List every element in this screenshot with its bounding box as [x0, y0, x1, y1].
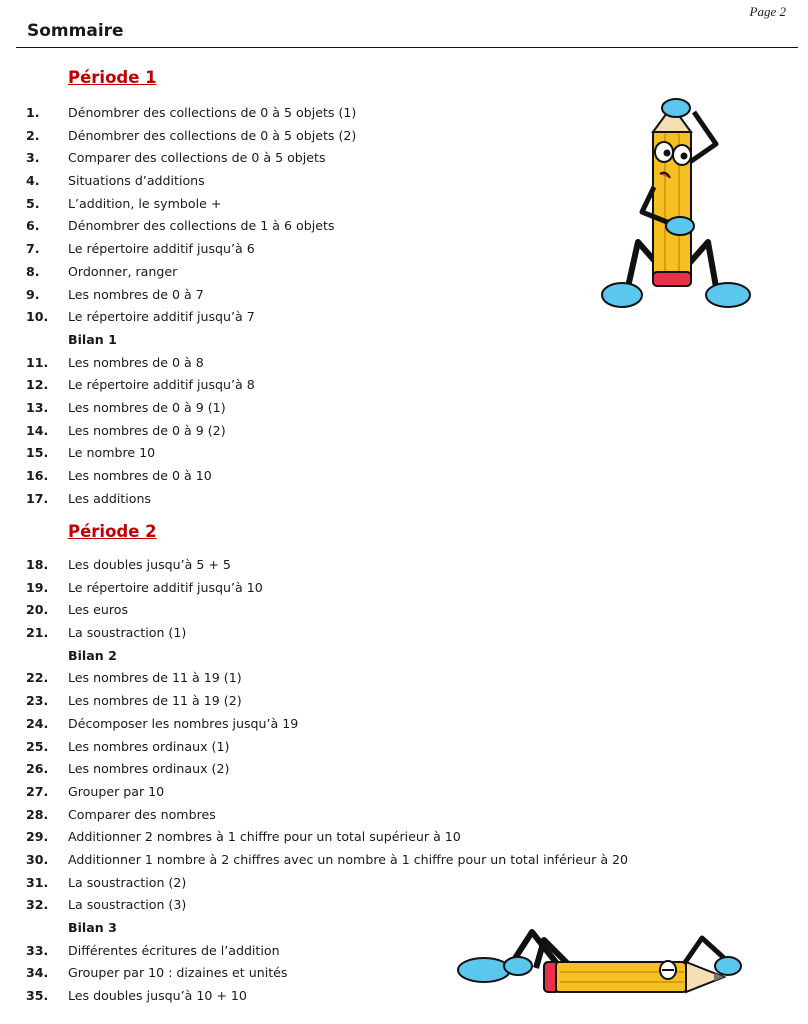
toc-entry-number: 9.	[26, 286, 40, 302]
toc-entry-number: 14.	[26, 422, 49, 438]
toc-entry-number: 8.	[26, 263, 40, 279]
toc-entry-number: 4.	[26, 173, 40, 189]
toc-entry-number: 17.	[26, 490, 49, 506]
toc-entry-number: 21.	[26, 625, 49, 641]
toc-entry-title: Les euros	[68, 602, 129, 618]
toc-entry-title: Dénombrer des collections de 0 à 5 objets (2)	[68, 127, 357, 143]
title-divider	[16, 47, 798, 48]
period-1-heading: Période 1	[68, 68, 157, 87]
toc-entry	[0, 690, 760, 713]
bilan-row	[0, 645, 760, 668]
toc-entry-number: 6.	[26, 218, 40, 234]
toc-entry-title: L’addition, le symbole +	[68, 195, 222, 211]
toc-entry-title: Les nombres ordinaux (2)	[68, 761, 230, 777]
toc-entry-title: Dénombrer des collections de 0 à 5 objets (1)	[68, 105, 357, 120]
toc-entry	[0, 872, 760, 895]
toc-entry-title: Le nombre 10	[68, 445, 156, 461]
bilan-label: Bilan 2	[68, 647, 117, 663]
toc-entry	[0, 713, 760, 736]
toc-entry	[0, 420, 760, 443]
toc-entry-title: Le répertoire additif jusqu’à 6	[68, 241, 255, 257]
toc-entry	[0, 849, 760, 872]
toc-entry-number: 22.	[26, 670, 49, 686]
toc-entry-title: Les nombres de 0 à 9 (1)	[68, 399, 226, 415]
toc-entry	[0, 577, 760, 600]
toc-entry-number: 34.	[26, 965, 49, 981]
toc-entry-title: La soustraction (2)	[68, 874, 187, 890]
toc-entry	[0, 804, 760, 827]
toc-entry-title: Situations d’additions	[68, 173, 205, 189]
toc-entry	[0, 736, 760, 759]
toc-entry-title: Les additions	[68, 490, 151, 506]
toc-entry-number: 27.	[26, 783, 49, 799]
toc-entry-title: Additionner 2 nombres à 1 chiffre pour un total supérieur à 10	[68, 829, 461, 845]
toc-entry-title: Différentes écritures de l’addition	[68, 942, 280, 958]
toc-entry-title: Les nombres de 11 à 19 (1)	[68, 670, 242, 686]
bilan-row	[0, 329, 760, 352]
toc-entry-title: Grouper par 10	[68, 783, 165, 799]
toc-entry-title: Comparer des nombres	[68, 806, 216, 822]
toc-entry-number: 24.	[26, 715, 49, 731]
toc-entry-number: 33.	[26, 942, 49, 958]
page-number: Page 2	[749, 4, 786, 19]
toc-entry-number: 7.	[26, 241, 40, 257]
toc-entry-number: 26.	[26, 761, 49, 777]
bilan-label: Bilan 3	[68, 920, 117, 935]
toc-entry-title: Les doubles jusqu’à 5 + 5	[68, 557, 231, 572]
toc-entry-number: 28.	[26, 806, 49, 822]
toc-entry-number: 30.	[26, 851, 49, 867]
toc-entry	[0, 397, 760, 420]
pencil-mascot-standing-icon	[598, 92, 758, 317]
toc-entry-title: Additionner 1 nombre à 2 chiffres avec un nombre à 1 chiffre pour un total inférieur à 20	[68, 851, 629, 867]
toc-entry	[0, 667, 760, 690]
toc-entry-title: Les nombres ordinaux (1)	[68, 738, 230, 754]
toc-entry-title: Les nombres de 0 à 8	[68, 354, 204, 370]
toc-entry-number: 15.	[26, 445, 49, 461]
toc-entry	[0, 826, 760, 849]
toc-entry-title: Décomposer les nombres jusqu’à 19	[68, 715, 299, 731]
toc-entry-number: 1.	[26, 105, 40, 120]
toc-entry-number: 29.	[26, 829, 49, 845]
toc-entry	[0, 374, 760, 397]
period-2-heading: Période 2	[68, 522, 157, 541]
toc-entry-title: Les nombres de 0 à 7	[68, 286, 204, 302]
toc-entry-title: Les doubles jusqu’à 10 + 10	[68, 988, 247, 1004]
toc-entry-number: 5.	[26, 195, 40, 211]
page-title: Sommaire	[27, 21, 124, 41]
toc-entry	[0, 622, 760, 645]
toc-entry-title: Les nombres de 0 à 10	[68, 468, 212, 483]
toc-entry-number: 3.	[26, 150, 40, 166]
toc-entry-title: Le répertoire additif jusqu’à 8	[68, 377, 255, 393]
toc-entry-number: 20.	[26, 602, 49, 618]
pencil-mascot-lying-icon	[452, 918, 752, 1018]
toc-entry-title: Les nombres de 11 à 19 (2)	[68, 693, 242, 709]
toc-entry-title: Dénombrer des collections de 1 à 6 objets	[68, 218, 335, 234]
toc-entry-number: 18.	[26, 557, 49, 572]
toc-entry-title: Grouper par 10 : dizaines et unités	[68, 965, 288, 981]
toc-entry	[0, 554, 760, 577]
toc-entry-title: La soustraction (1)	[68, 625, 187, 641]
toc-entry-number: 12.	[26, 377, 49, 393]
toc-entry	[0, 465, 760, 488]
toc-entry-number: 13.	[26, 399, 49, 415]
toc-entry-number: 35.	[26, 988, 49, 1004]
toc-entry	[0, 352, 760, 375]
bilan-label: Bilan 1	[68, 331, 117, 347]
toc-entry-number: 16.	[26, 468, 49, 483]
toc-entry-title: Ordonner, ranger	[68, 263, 178, 279]
toc-entry	[0, 488, 760, 511]
toc-entry-number: 25.	[26, 738, 49, 754]
toc-entry-title: Les nombres de 0 à 9 (2)	[68, 422, 226, 438]
toc-entry	[0, 442, 760, 465]
toc-entry-number: 19.	[26, 579, 49, 595]
toc-entry	[0, 758, 760, 781]
toc-entry	[0, 599, 760, 622]
toc-entry-title: La soustraction (3)	[68, 897, 187, 913]
toc-entry-number: 11.	[26, 354, 49, 370]
toc-entry-title: Le répertoire additif jusqu’à 10	[68, 579, 263, 595]
toc-entry-number: 23.	[26, 693, 49, 709]
toc-entry	[0, 894, 760, 917]
toc-entry-number: 31.	[26, 874, 49, 890]
toc-entry-title: Comparer des collections de 0 à 5 objets	[68, 150, 326, 166]
toc-entry	[0, 781, 760, 804]
toc-entry-title: Le répertoire additif jusqu’à 7	[68, 309, 255, 325]
toc-entry-number: 2.	[26, 127, 40, 143]
toc-entry-number: 10.	[26, 309, 49, 325]
toc-entry-number: 32.	[26, 897, 49, 913]
